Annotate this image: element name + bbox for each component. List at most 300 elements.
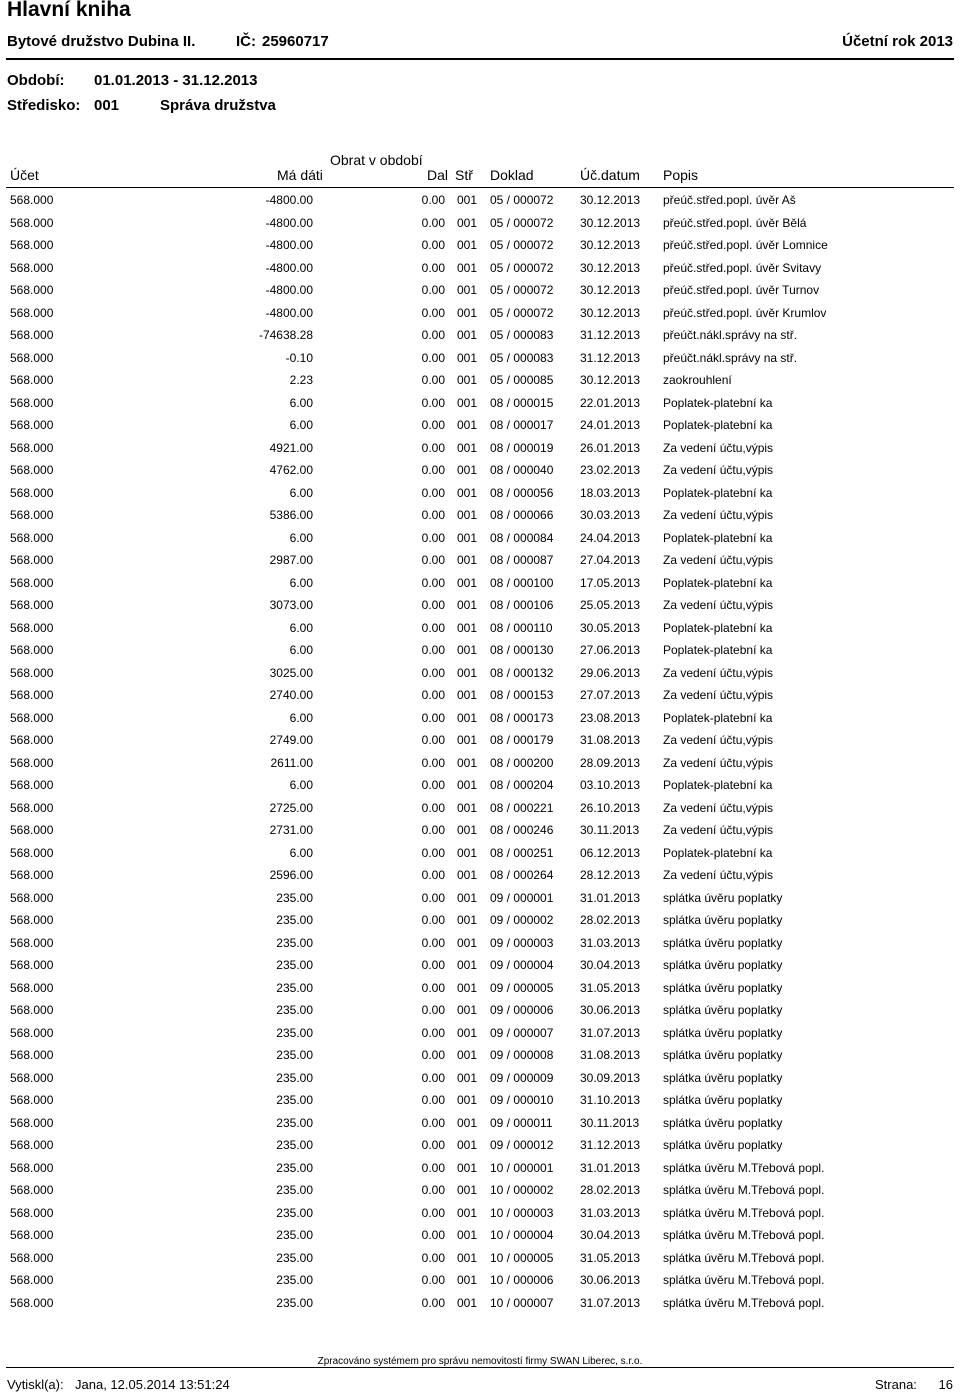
document-cell: 10 / 000002 [490, 1183, 554, 1197]
date-cell: 18.03.2013 [580, 485, 641, 500]
debit-cell: -0.10 [285, 350, 313, 365]
date-cell: 31.05.2013 [580, 1250, 641, 1265]
center-cell: 001 [457, 373, 478, 387]
debit-cell: -4800.00 [265, 238, 313, 252]
table-row [0, 213, 960, 236]
description-cell: splátka úvěru M.Třebová popl. [663, 1160, 825, 1175]
date-cell: 17.05.2013 [580, 575, 641, 590]
col-header-debit: Má dáti [277, 167, 323, 183]
description-cell: přeúčt.nákl.správy na stř. [663, 328, 798, 342]
debit-cell: 6.00 [289, 418, 313, 432]
account-cell: 568.000 [10, 980, 54, 995]
account-cell: 568.000 [10, 845, 54, 860]
date-cell: 26.10.2013 [580, 800, 641, 815]
document-cell: 09 / 000009 [490, 1070, 554, 1085]
center-cell: 001 [457, 733, 478, 747]
account-cell: 568.000 [10, 1003, 54, 1017]
center-cell: 001 [457, 1295, 478, 1310]
description-cell: splátka úvěru M.Třebová popl. [663, 1273, 825, 1287]
account-cell: 568.000 [10, 530, 54, 545]
date-cell: 30.12.2013 [580, 305, 641, 320]
account-cell: 568.000 [10, 1273, 54, 1287]
table-row [0, 393, 960, 416]
table-row [0, 460, 960, 483]
account-cell: 568.000 [10, 1205, 54, 1220]
credit-cell: 0.00 [421, 1025, 445, 1040]
table-row [0, 1068, 960, 1091]
document-cell: 09 / 000006 [490, 1003, 554, 1017]
col-header-document: Doklad [490, 167, 534, 183]
document-cell: 08 / 000204 [490, 778, 554, 792]
description-cell: Za vedení účtu,výpis [663, 553, 774, 567]
center-cell: 001 [457, 980, 478, 995]
credit-cell: 0.00 [421, 1138, 445, 1152]
debit-cell: 2749.00 [269, 733, 313, 747]
document-cell: 05 / 000072 [490, 238, 554, 252]
document-cell: 10 / 000006 [490, 1273, 554, 1287]
center-code: 001 [94, 97, 120, 114]
debit-cell: 235.00 [276, 980, 313, 995]
description-cell: splátka úvěru M.Třebová popl. [663, 1250, 825, 1265]
credit-cell: 0.00 [421, 260, 445, 275]
center-cell: 001 [457, 530, 478, 545]
center-cell: 001 [457, 283, 478, 297]
credit-cell: 0.00 [421, 283, 445, 297]
document-cell: 05 / 000083 [490, 350, 554, 365]
account-cell: 568.000 [10, 238, 54, 252]
credit-cell: 0.00 [421, 1093, 445, 1107]
credit-cell: 0.00 [421, 373, 445, 387]
date-cell: 28.02.2013 [580, 1183, 641, 1197]
description-cell: Za vedení účtu,výpis [663, 463, 774, 477]
description-cell: přeúč.střed.popl. úvěr Aš [663, 193, 796, 207]
center-cell: 001 [457, 1070, 478, 1085]
debit-cell: 235.00 [276, 1070, 313, 1085]
description-cell: Poplatek-platební ka [663, 778, 773, 792]
account-cell: 568.000 [10, 485, 54, 500]
document-cell: 08 / 000251 [490, 845, 554, 860]
table-row [0, 775, 960, 798]
table-row [0, 1248, 960, 1271]
description-cell: splátka úvěru poplatky [663, 980, 783, 995]
description-cell: splátka úvěru M.Třebová popl. [663, 1205, 825, 1220]
date-cell: 31.07.2013 [580, 1025, 641, 1040]
credit-cell: 0.00 [421, 1115, 445, 1130]
center-cell: 001 [457, 935, 478, 950]
description-cell: Za vedení účtu,výpis [663, 440, 774, 455]
fiscal-year: Účetní rok 2013 [842, 33, 953, 50]
document-cell: 05 / 000072 [490, 215, 554, 230]
document-cell: 05 / 000072 [490, 260, 554, 275]
account-cell: 568.000 [10, 215, 54, 230]
debit-cell: 2731.00 [269, 823, 313, 837]
table-row [0, 325, 960, 348]
table-row [0, 190, 960, 213]
account-cell: 568.000 [10, 958, 54, 972]
account-cell: 568.000 [10, 305, 54, 320]
date-cell: 27.07.2013 [580, 688, 641, 702]
date-cell: 31.12.2013 [580, 1138, 641, 1152]
date-cell: 30.12.2013 [580, 260, 641, 275]
center-cell: 001 [457, 643, 478, 657]
credit-cell: 0.00 [421, 620, 445, 635]
center-cell: 001 [457, 1228, 478, 1242]
account-cell: 568.000 [10, 418, 54, 432]
period-label: Období: [7, 72, 65, 89]
debit-cell: 6.00 [289, 575, 313, 590]
debit-cell: 235.00 [276, 1025, 313, 1040]
date-cell: 27.04.2013 [580, 553, 641, 567]
description-cell: zaokrouhlení [663, 373, 732, 387]
credit-cell: 0.00 [421, 463, 445, 477]
table-row [0, 865, 960, 888]
date-cell: 31.05.2013 [580, 980, 641, 995]
table-row [0, 280, 960, 303]
description-cell: Poplatek-platební ka [663, 418, 773, 432]
date-cell: 30.09.2013 [580, 1070, 641, 1085]
document-cell: 10 / 000005 [490, 1250, 554, 1265]
credit-cell: 0.00 [421, 688, 445, 702]
date-cell: 30.06.2013 [580, 1003, 641, 1017]
description-cell: splátka úvěru poplatky [663, 958, 783, 972]
page-label: Strana: [875, 1377, 917, 1392]
account-cell: 568.000 [10, 1070, 54, 1085]
account-cell: 568.000 [10, 778, 54, 792]
credit-cell: 0.00 [421, 958, 445, 972]
date-cell: 31.08.2013 [580, 733, 641, 747]
debit-cell: 3073.00 [269, 598, 313, 612]
document-cell: 10 / 000003 [490, 1205, 554, 1220]
table-row [0, 1225, 960, 1248]
center-cell: 001 [457, 1160, 478, 1175]
date-cell: 22.01.2013 [580, 395, 641, 410]
table-row [0, 1270, 960, 1293]
table-row [0, 550, 960, 573]
credit-cell: 0.00 [421, 845, 445, 860]
document-cell: 09 / 000007 [490, 1025, 554, 1040]
credit-cell: 0.00 [421, 733, 445, 747]
date-cell: 30.12.2013 [580, 193, 641, 207]
debit-cell: 235.00 [276, 1048, 313, 1062]
table-row [0, 663, 960, 686]
center-cell: 001 [457, 193, 478, 207]
center-cell: 001 [457, 1205, 478, 1220]
account-cell: 568.000 [10, 710, 54, 725]
credit-cell: 0.00 [421, 1183, 445, 1197]
turnover-heading: Obrat v období [330, 152, 423, 168]
center-cell: 001 [457, 1138, 478, 1152]
debit-cell: 2.23 [289, 373, 313, 387]
debit-cell: 2740.00 [269, 688, 313, 702]
center-cell: 001 [457, 1115, 478, 1130]
credit-cell: 0.00 [421, 553, 445, 567]
debit-cell: 235.00 [276, 1003, 313, 1017]
company-name: Bytové družstvo Dubina II. [7, 33, 196, 50]
table-row [0, 933, 960, 956]
date-cell: 26.01.2013 [580, 440, 641, 455]
date-cell: 30.04.2013 [580, 1228, 641, 1242]
debit-cell: 235.00 [276, 935, 313, 950]
table-row [0, 370, 960, 393]
credit-cell: 0.00 [421, 935, 445, 950]
center-label: Středisko: [7, 97, 81, 114]
account-cell: 568.000 [10, 283, 54, 297]
description-cell: Za vedení účtu,výpis [663, 868, 774, 882]
account-cell: 568.000 [10, 1160, 54, 1175]
center-cell: 001 [457, 823, 478, 837]
center-cell: 001 [457, 1250, 478, 1265]
document-cell: 09 / 000005 [490, 980, 554, 995]
table-row [0, 978, 960, 1001]
table-row [0, 258, 960, 281]
credit-cell: 0.00 [421, 485, 445, 500]
debit-cell: 2987.00 [269, 553, 313, 567]
account-cell: 568.000 [10, 643, 54, 657]
col-header-credit: Dal [427, 167, 449, 183]
date-cell: 27.06.2013 [580, 643, 641, 657]
account-cell: 568.000 [10, 890, 54, 905]
credit-cell: 0.00 [421, 395, 445, 410]
document-cell: 08 / 000110 [490, 620, 553, 635]
date-cell: 30.06.2013 [580, 1273, 641, 1287]
debit-cell: -4800.00 [265, 260, 313, 275]
table-row [0, 528, 960, 551]
credit-cell: 0.00 [421, 913, 445, 927]
account-cell: 568.000 [10, 1138, 54, 1152]
center-cell: 001 [457, 1048, 478, 1062]
document-cell: 08 / 000221 [490, 800, 554, 815]
credit-cell: 0.00 [421, 215, 445, 230]
center-cell: 001 [457, 1025, 478, 1040]
center-cell: 001 [457, 913, 478, 927]
credit-cell: 0.00 [421, 1070, 445, 1085]
table-row [0, 1180, 960, 1203]
description-cell: Poplatek-platební ka [663, 485, 773, 500]
document-cell: 05 / 000072 [490, 193, 554, 207]
debit-cell: -4800.00 [265, 305, 313, 320]
document-cell: 08 / 000130 [490, 643, 554, 657]
center-cell: 001 [457, 508, 478, 522]
table-row [0, 1000, 960, 1023]
table-row [0, 1113, 960, 1136]
credit-cell: 0.00 [421, 418, 445, 432]
credit-cell: 0.00 [421, 1228, 445, 1242]
center-cell: 001 [457, 440, 478, 455]
credit-cell: 0.00 [421, 305, 445, 320]
credit-cell: 0.00 [421, 710, 445, 725]
center-cell: 001 [457, 1273, 478, 1287]
debit-cell: 6.00 [289, 620, 313, 635]
debit-cell: 2611.00 [270, 755, 313, 770]
date-cell: 30.12.2013 [580, 238, 641, 252]
table-row [0, 640, 960, 663]
credit-cell: 0.00 [421, 665, 445, 680]
debit-cell: 235.00 [276, 1273, 313, 1287]
description-cell: Za vedení účtu,výpis [663, 598, 774, 612]
center-cell: 001 [457, 958, 478, 972]
credit-cell: 0.00 [421, 193, 445, 207]
description-cell: Za vedení účtu,výpis [663, 755, 774, 770]
credit-cell: 0.00 [421, 1003, 445, 1017]
description-cell: Poplatek-platební ka [663, 845, 773, 860]
center-cell: 001 [457, 1003, 478, 1017]
center-cell: 001 [457, 890, 478, 905]
document-cell: 05 / 000083 [490, 328, 554, 342]
description-cell: splátka úvěru M.Třebová popl. [663, 1183, 825, 1197]
center-cell: 001 [457, 868, 478, 882]
center-cell: 001 [457, 1093, 478, 1107]
account-cell: 568.000 [10, 193, 54, 207]
description-cell: splátka úvěru poplatky [663, 913, 783, 927]
document-cell: 09 / 000012 [490, 1138, 554, 1152]
center-cell: 001 [457, 620, 478, 635]
center-name: Správa družstva [160, 97, 276, 114]
account-cell: 568.000 [10, 260, 54, 275]
table-row [0, 573, 960, 596]
description-cell: Za vedení účtu,výpis [663, 733, 774, 747]
description-cell: Za vedení účtu,výpis [663, 665, 774, 680]
description-cell: splátka úvěru poplatky [663, 1070, 783, 1085]
account-cell: 568.000 [10, 1093, 54, 1107]
center-cell: 001 [457, 485, 478, 500]
credit-cell: 0.00 [421, 508, 445, 522]
description-cell: přeúč.střed.popl. úvěr Krumlov [663, 305, 827, 320]
document-cell: 08 / 000100 [490, 575, 554, 590]
document-cell: 05 / 000072 [490, 283, 554, 297]
document-cell: 05 / 000085 [490, 373, 554, 387]
date-cell: 06.12.2013 [580, 845, 641, 860]
date-cell: 31.12.2013 [580, 328, 641, 342]
description-cell: Za vedení účtu,výpis [663, 823, 774, 837]
document-cell: 10 / 000007 [490, 1295, 554, 1310]
header-divider [6, 58, 954, 60]
center-cell: 001 [457, 755, 478, 770]
document-cell: 09 / 000003 [490, 935, 554, 950]
account-cell: 568.000 [10, 350, 54, 365]
description-cell: splátka úvěru poplatky [663, 890, 783, 905]
debit-cell: 235.00 [276, 1115, 313, 1130]
debit-cell: -4800.00 [265, 283, 313, 297]
center-cell: 001 [457, 598, 478, 612]
debit-cell: 6.00 [289, 778, 313, 792]
debit-cell: 4762.00 [269, 463, 313, 477]
description-cell: přeúč.střed.popl. úvěr Svitavy [663, 260, 822, 275]
table-row [0, 415, 960, 438]
table-row [0, 910, 960, 933]
date-cell: 31.03.2013 [580, 1205, 641, 1220]
description-cell: splátka úvěru M.Třebová popl. [663, 1228, 825, 1242]
description-cell: Poplatek-platební ka [663, 395, 773, 410]
table-row [0, 1023, 960, 1046]
center-cell: 001 [457, 845, 478, 860]
account-cell: 568.000 [10, 395, 54, 410]
date-cell: 24.01.2013 [580, 418, 641, 432]
description-cell: splátka úvěru poplatky [663, 1115, 783, 1130]
debit-cell: 235.00 [276, 1295, 313, 1310]
debit-cell: 235.00 [276, 913, 313, 927]
description-cell: Za vedení účtu,výpis [663, 688, 774, 702]
description-cell: splátka úvěru poplatky [663, 1025, 783, 1040]
credit-cell: 0.00 [421, 598, 445, 612]
document-cell: 08 / 000106 [490, 598, 554, 612]
account-cell: 568.000 [10, 823, 54, 837]
page-title: Hlavní kniha [7, 0, 131, 21]
center-cell: 001 [457, 328, 478, 342]
period-value: 01.01.2013 - 31.12.2013 [94, 72, 258, 89]
credit-cell: 0.00 [421, 1048, 445, 1062]
document-cell: 10 / 000004 [490, 1228, 554, 1242]
credit-cell: 0.00 [421, 800, 445, 815]
document-cell: 08 / 000200 [490, 755, 554, 770]
ledger-table [0, 190, 960, 1315]
account-cell: 568.000 [10, 1295, 54, 1310]
document-cell: 09 / 000010 [490, 1093, 554, 1107]
description-cell: Poplatek-platební ka [663, 643, 773, 657]
credit-cell: 0.00 [421, 890, 445, 905]
table-row [0, 1293, 960, 1316]
debit-cell: 2725.00 [269, 800, 313, 815]
credit-cell: 0.00 [421, 575, 445, 590]
description-cell: splátka úvěru poplatky [663, 935, 783, 950]
document-cell: 09 / 000008 [490, 1048, 554, 1062]
credit-cell: 0.00 [421, 328, 445, 342]
description-cell: Poplatek-platební ka [663, 575, 773, 590]
date-cell: 31.07.2013 [580, 1295, 641, 1310]
page-number: 16 [938, 1377, 953, 1392]
account-cell: 568.000 [10, 463, 54, 477]
date-cell: 30.04.2013 [580, 958, 641, 972]
printed-by: Jana, 12.05.2014 13:51:24 [75, 1377, 230, 1392]
debit-cell: 6.00 [289, 710, 313, 725]
account-cell: 568.000 [10, 800, 54, 815]
date-cell: 30.11.2013 [580, 1115, 640, 1130]
date-cell: 23.02.2013 [580, 463, 641, 477]
account-cell: 568.000 [10, 508, 54, 522]
document-cell: 08 / 000040 [490, 463, 554, 477]
date-cell: 31.03.2013 [580, 935, 641, 950]
center-cell: 001 [457, 710, 478, 725]
debit-cell: 235.00 [276, 1250, 313, 1265]
debit-cell: 4921.00 [269, 440, 313, 455]
credit-cell: 0.00 [421, 823, 445, 837]
credit-cell: 0.00 [421, 530, 445, 545]
description-cell: Za vedení účtu,výpis [663, 508, 774, 522]
center-cell: 001 [457, 1183, 478, 1197]
account-cell: 568.000 [10, 935, 54, 950]
credit-cell: 0.00 [421, 868, 445, 882]
date-cell: 31.10.2013 [580, 1093, 641, 1107]
description-cell: splátka úvěru poplatky [663, 1003, 783, 1017]
table-row [0, 888, 960, 911]
credit-cell: 0.00 [421, 1295, 445, 1310]
date-cell: 28.09.2013 [580, 755, 641, 770]
description-cell: přeúč.střed.popl. úvěr Lomnice [663, 238, 828, 252]
table-row [0, 820, 960, 843]
description-cell: splátka úvěru poplatky [663, 1138, 783, 1152]
date-cell: 31.12.2013 [580, 350, 641, 365]
debit-cell: 6.00 [289, 485, 313, 500]
table-row [0, 595, 960, 618]
document-cell: 09 / 000004 [490, 958, 554, 972]
processed-by-note: Zpracováno systémem pro správu nemovitostí firmy SWAN Liberec, s.r.o. [317, 1356, 643, 1367]
table-row [0, 1045, 960, 1068]
account-cell: 568.000 [10, 913, 54, 927]
table-row [0, 618, 960, 641]
debit-cell: 3025.00 [269, 665, 313, 680]
debit-cell: -74638.28 [258, 328, 313, 342]
date-cell: 30.05.2013 [580, 620, 641, 635]
document-cell: 05 / 000072 [490, 305, 554, 320]
